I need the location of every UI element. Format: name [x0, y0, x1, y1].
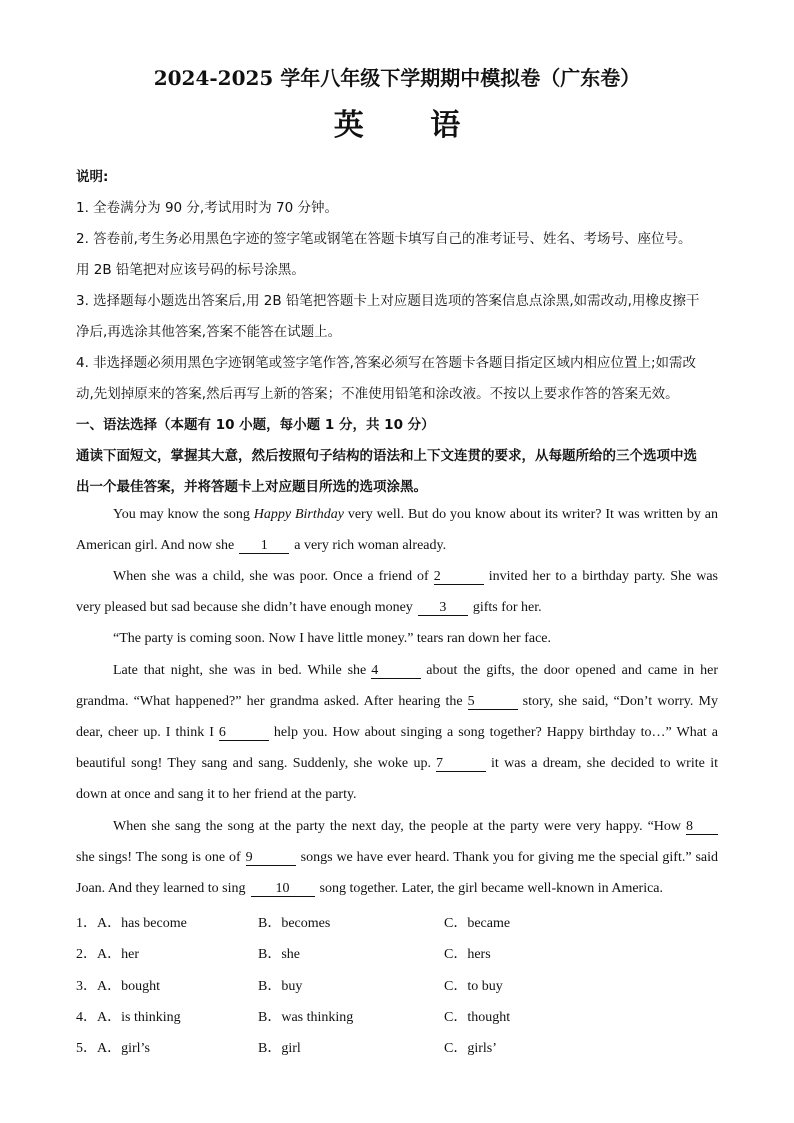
option-c: C．became — [444, 916, 511, 931]
passage-line: When she sang the song at the party the next day, the people at the party were very happy. “How 8 — [113, 819, 718, 835]
passage-line: Joan. And they learned to sing 10 song together. Later, the girl became well-known in America. — [76, 881, 664, 896]
passage-line: she sings! The song is one of 9 songs we have ever heard. Thank you for giving me the special gift.” said — [76, 850, 718, 865]
option-a: 1．A．has become — [76, 916, 187, 931]
instruction-line: 4. 非选择题必须用黑色字迹钢笔或签字笔作答,答案必须写在答题卡各题目指定区域内相应位置上;如需改 — [76, 355, 697, 371]
option-a: 2．A．her — [76, 947, 139, 962]
instruction-line: 3. 选择题每小题选出答案后,用 2B 铅笔把答题卡上对应题目选项的答案信息点涂黑,如需改动,用橡皮擦干 — [76, 293, 700, 309]
section-directions: 出一个最佳答案，并将答题卡上对应题目所选的选项涂黑。 — [76, 479, 427, 495]
passage-line: grandma. “What happened?” her grandma asked. After hearing the 5 story, she said, “Don’t worry. My — [76, 694, 718, 709]
option-b: B．buy — [258, 979, 303, 994]
option-b: B．girl — [258, 1041, 301, 1056]
option-c: C．hers — [444, 947, 491, 962]
passage-line: You may know the song Happy Birthday very well. But do you know about its writer? It was written by an — [113, 507, 718, 522]
exam-title: 2024-2025 学年八年级下学期期中模拟卷（广东卷） — [153, 66, 641, 90]
answer-blank: 3 — [418, 601, 468, 616]
subject-title: 英 语 — [333, 108, 489, 143]
option-a: 5．A．girl’s — [76, 1041, 150, 1056]
passage-line: down at once and sang it to her friend at the party. — [76, 787, 357, 802]
section-heading: 一、语法选择（本题有 10 小题，每小题 1 分，共 10 分） — [76, 417, 435, 433]
instruction-line: 用 2B 铅笔把对应该号码的标号涂黑。 — [76, 262, 305, 278]
answer-blank: 9 — [246, 851, 296, 866]
answer-blank: 8 — [686, 820, 718, 835]
answer-blank: 10 — [251, 882, 315, 897]
answer-blank: 1 — [239, 539, 289, 554]
answer-blank: 4 — [371, 664, 421, 679]
instruction-line: 动,先划掉原来的答案,然后再写上新的答案；不准使用铅笔和涂改液。不按以上要求作答的答案无效。 — [76, 386, 679, 402]
section-directions: 通读下面短文，掌握其大意，然后按照句子结构的语法和上下文连贯的要求，从每题所给的三个选项中选 — [76, 448, 697, 464]
instruction-line: 2. 答卷前,考生务必用黑色字迹的签字笔或钢笔在答题卡填写自己的准考证号、姓名、考场号、座位号。 — [76, 231, 692, 247]
passage-line: American girl. And now she 1 a very rich woman already. — [76, 538, 447, 553]
answer-blank: 2 — [434, 570, 484, 585]
option-c: C．to buy — [444, 979, 503, 994]
passage-line: beautiful song! They sang and sang. Suddenly, she woke up. 7 it was a dream, she decided to write it — [76, 756, 718, 771]
passage-line: very pleased but sad because she didn’t have enough money 3 gifts for her. — [76, 600, 542, 615]
option-b: B．she — [258, 947, 300, 962]
option-b: B．was thinking — [258, 1010, 354, 1025]
option-c: C．girls’ — [444, 1041, 497, 1056]
answer-blank: 6 — [219, 726, 269, 741]
instruction-line: 净后,再选涂其他答案,答案不能答在试题上。 — [76, 324, 342, 340]
answer-blank: 7 — [436, 757, 486, 772]
passage-line: “The party is coming soon. Now I have little money.” tears ran down her face. — [113, 631, 551, 646]
passage-line: When she was a child, she was poor. Once a friend of 2 invited her to a birthday party. She was — [113, 569, 718, 584]
passage-line: dear, cheer up. I think I 6 help you. How about singing a song together? Happy birthday to…” What a — [76, 725, 719, 740]
instruction-line: 1. 全卷满分为 90 分,考试用时为 70 分钟。 — [76, 200, 338, 216]
instructions-heading: 说明: — [76, 169, 109, 185]
option-c: C．thought — [444, 1010, 511, 1025]
option-b: B．becomes — [258, 916, 331, 931]
passage-line: Late that night, she was in bed. While she 4 about the gifts, the door opened and came in her — [113, 663, 718, 678]
option-a: 3．A．bought — [76, 979, 160, 994]
answer-blank: 5 — [468, 695, 518, 710]
option-a: 4．A．is thinking — [76, 1010, 181, 1025]
